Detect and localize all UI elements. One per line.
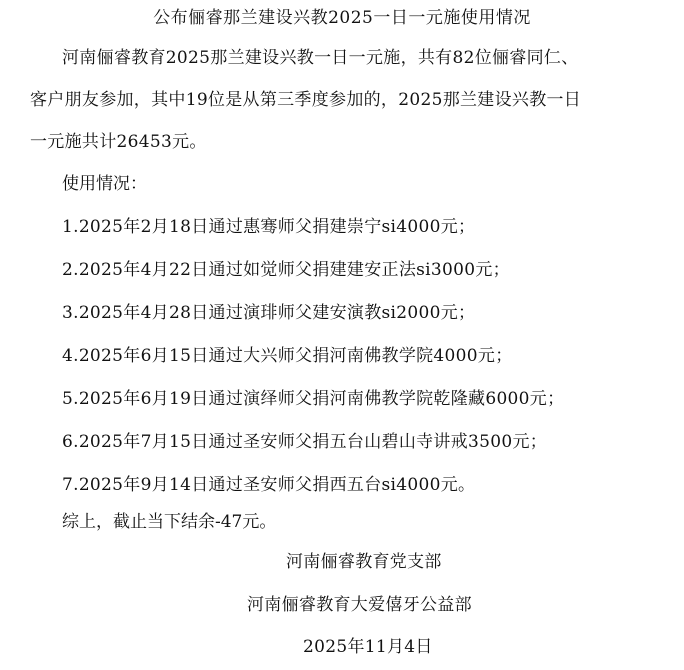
signature-org-party-branch: 河南俪睿教育党支部 bbox=[286, 552, 442, 572]
usage-item: 5.2025年6月19日通过演绎师父捐河南佛教学院乾隆藏6000元； bbox=[62, 389, 565, 409]
usage-item: 1.2025年2月18日通过惠骞师父捐建崇宁si4000元； bbox=[62, 217, 476, 237]
usage-item: 7.2025年9月14日通过圣安师父捐西五台si4000元。 bbox=[62, 475, 476, 495]
intro-line: 客户朋友参加，其中19位是从第三季度参加的，2025那兰建设兴教一日 bbox=[30, 90, 582, 110]
usage-heading: 使用情况： bbox=[62, 174, 147, 194]
usage-item: 2.2025年4月22日通过如觉师父捐建建安正法si3000元； bbox=[62, 260, 510, 280]
document-title: 公布俪睿那兰建设兴教2025一日一元施使用情况 bbox=[153, 8, 531, 28]
intro-paragraph bbox=[30, 37, 660, 163]
usage-item: 4.2025年6月15日通过大兴师父捐河南佛教学院4000元； bbox=[62, 346, 513, 366]
summary-text: 综上，截止当下结余-47元。 bbox=[62, 512, 277, 532]
usage-list bbox=[62, 215, 662, 516]
signature-org-charity-dept: 河南俪睿教育大爱僖牙公益部 bbox=[247, 595, 472, 615]
intro-line: 河南俪睿教育2025那兰建设兴教一日一元施，共有82位俪睿同仁、 bbox=[62, 48, 579, 68]
usage-item: 3.2025年4月28日通过演琲师父建安演教si2000元； bbox=[62, 303, 476, 323]
usage-item: 6.2025年7月15日通过圣安师父捐五台山碧山寺讲戒3500元； bbox=[62, 432, 548, 452]
signature-date: 2025年11月4日 bbox=[303, 637, 433, 657]
intro-line: 一元施共计26453元。 bbox=[30, 132, 207, 152]
